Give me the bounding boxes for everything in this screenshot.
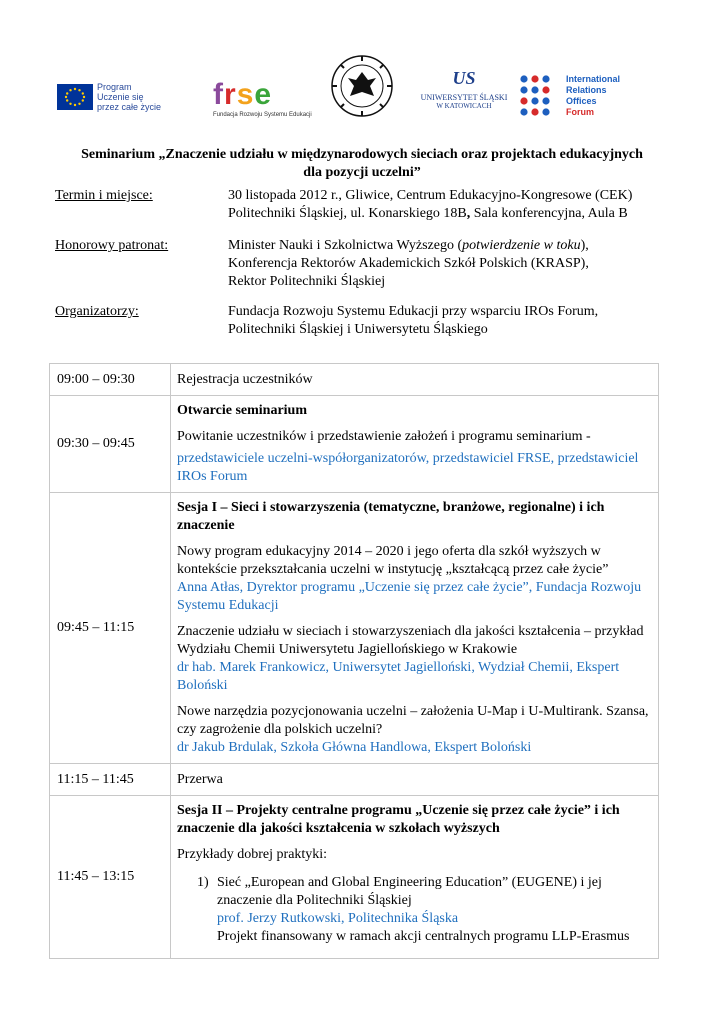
iros-dots-icon <box>518 74 562 118</box>
time-cell: 09:45 – 11:15 <box>50 493 171 764</box>
termin-label: Termin i miejsce: <box>55 188 153 203</box>
speaker-text: Anna Atłas, Dyrektor programu „Uczenie się przez całe życie”, Fundacja Rozwoju Systemu Edukacji <box>177 580 642 613</box>
frse-caption: Fundacja Rozwoju Systemu Edukacji <box>213 112 312 118</box>
info-patronat: Honorowy patronat: Minister Nauki i Szkolnictwa Wyższego (potwierdzenie w toku), Konferencja Rektorów Akademickich Szkół Polskich (KRASP), Rektor Politechniki Śląskiej <box>55 238 589 289</box>
table-row <box>50 796 659 959</box>
session-heading: Sesja II – Projekty centralne programu „Uczenie się przez całe życie” i ich znaczenie dla jakości kształcenia w szkołach wyższych <box>177 803 620 836</box>
eu-program-logo-text: Program Uczenie się przez całe życie <box>97 82 162 112</box>
speaker-text: dr Jakub Brdulak, Szkoła Główna Handlowa, Ekspert Boloński <box>177 740 532 755</box>
speaker-text: dr hab. Marek Frankowicz, Uniwersytet Jagielloński, Wydział Chemii, Ekspert Boloński <box>177 660 620 693</box>
frse-letter-f: f <box>213 78 224 111</box>
frse-logo <box>213 80 312 118</box>
speaker-text: prof. Jerzy Rutkowski, Politechnika Śląska <box>217 911 459 926</box>
eu-flag-icon <box>57 84 93 110</box>
us-mark: US <box>452 68 476 88</box>
session-heading: Sesja I – Sieci i stowarzyszenia (tematyczne, branżowe, regionalne) i ich znaczenie <box>177 500 605 533</box>
speaker-text: przedstawiciele uczelni-współorganizatorów, przedstawiciel FRSE, przedstawiciel IROs Forum <box>177 451 639 484</box>
uniwersytet-slaski-logo: US UNIWERSYTET ŚLĄSKI W KATOWICACH <box>414 68 514 110</box>
table-row <box>50 493 659 764</box>
iros-forum-logo: International Relations Offices Forum <box>518 74 562 123</box>
seminar-title: Seminarium „Znaczenie udziału w międzynarodowych sieciach oraz projektach edukacyjnych dla pozycji uczelni” <box>81 147 643 180</box>
info-organizatorzy: Organizatorzy: Fundacja Rozwoju Systemu Edukacji przy wsparciu IROs Forum, Politechniki Śląskiej i Uniwersytetu Śląskiego <box>55 304 599 337</box>
session-heading: Otwarcie seminarium <box>177 403 307 418</box>
content-cell: Rejestracja uczestników <box>171 364 659 396</box>
time-cell: 11:15 – 11:45 <box>50 764 171 796</box>
time-cell: 11:45 – 13:15 <box>50 796 171 959</box>
frse-letter-s: s <box>236 78 255 111</box>
table-row <box>50 364 659 396</box>
table-row <box>50 396 659 493</box>
organizatorzy-label: Organizatorzy: <box>55 304 139 319</box>
logo-bar <box>0 48 725 138</box>
time-cell: 09:00 – 09:30 <box>50 364 171 396</box>
content-cell: Sesja II – Projekty centralne programu „Uczenie się przez całe życie” i ich znaczenie dla jakości kształcenia w szkołach wyższych Przykłady dobrej praktyki: 1) Sieć „European and Global Engineering Education” (EUGENE) i jej znaczenie dla Politechniki Śląskiej prof. Jerzy Rutkowski, Politechnika Śląska Projekt finansowany w ramach akcji centralnych programu LLP-Erasmus <box>171 796 659 959</box>
content-cell: Otwarcie seminarium Powitanie uczestników i przedstawienie założeń i programu seminarium - przedstawiciele uczelni-współorganizatorów, przedstawiciel FRSE, przedstawiciel IROs Forum <box>171 396 659 493</box>
list-item: 1) Sieć „European and Global Engineering Education” (EUGENE) i jej znaczenie dla Politechniki Śląskiej prof. Jerzy Rutkowski, Politechnika Śląska Projekt finansowany w ramach akcji centralnych programu LLP-Erasmus <box>177 874 650 946</box>
patronat-label: Honorowy patronat: <box>55 238 169 253</box>
program-table <box>49 363 659 959</box>
content-cell: Przerwa <box>171 764 659 796</box>
content-cell: Sesja I – Sieci i stowarzyszenia (tematyczne, branżowe, regionalne) i ich znaczenie Nowy program edukacyjny 2014 – 2020 i jego oferta dla szkół wyższych w kontekście przekształcania uczelni w instytucję „kształcącą przez całe życie” Anna Atłas, Dyrektor programu „Uczenie się przez całe życie”, Fundacja Rozwoju Systemu Edukacji Znaczenie udziału w sieciach i stowarzyszeniach dla jakości kształcenia – przykład Wydziału Chemii Uniwersytetu Jagiellońskiego w Krakowie dr hab. Marek Frankowicz, Uniwersytet Jagielloński, Wydział Chemii, Ekspert Boloński Nowe narzędzia pozycjonowania uczelni – założenia U-Map i U-Multirank. Szansa, czy zagrożenie dla polskich uczelni? dr Jakub Brdulak, Szkoła Główna Handlowa, Ekspert Boloński <box>171 493 659 764</box>
frse-letter-r: r <box>224 78 237 111</box>
politechnika-slaska-seal <box>330 54 394 123</box>
info-termin: Termin i miejsce: 30 listopada 2012 r., Gliwice, Centrum Edukacyjno-Kongresowe (CEK) Politechniki Śląskiej, ul. Konarskiego 18B, Sala konferencyjna, Aula B <box>55 188 633 221</box>
table-row <box>50 764 659 796</box>
time-cell: 09:30 – 09:45 <box>50 396 171 493</box>
frse-letter-e: e <box>254 78 273 111</box>
